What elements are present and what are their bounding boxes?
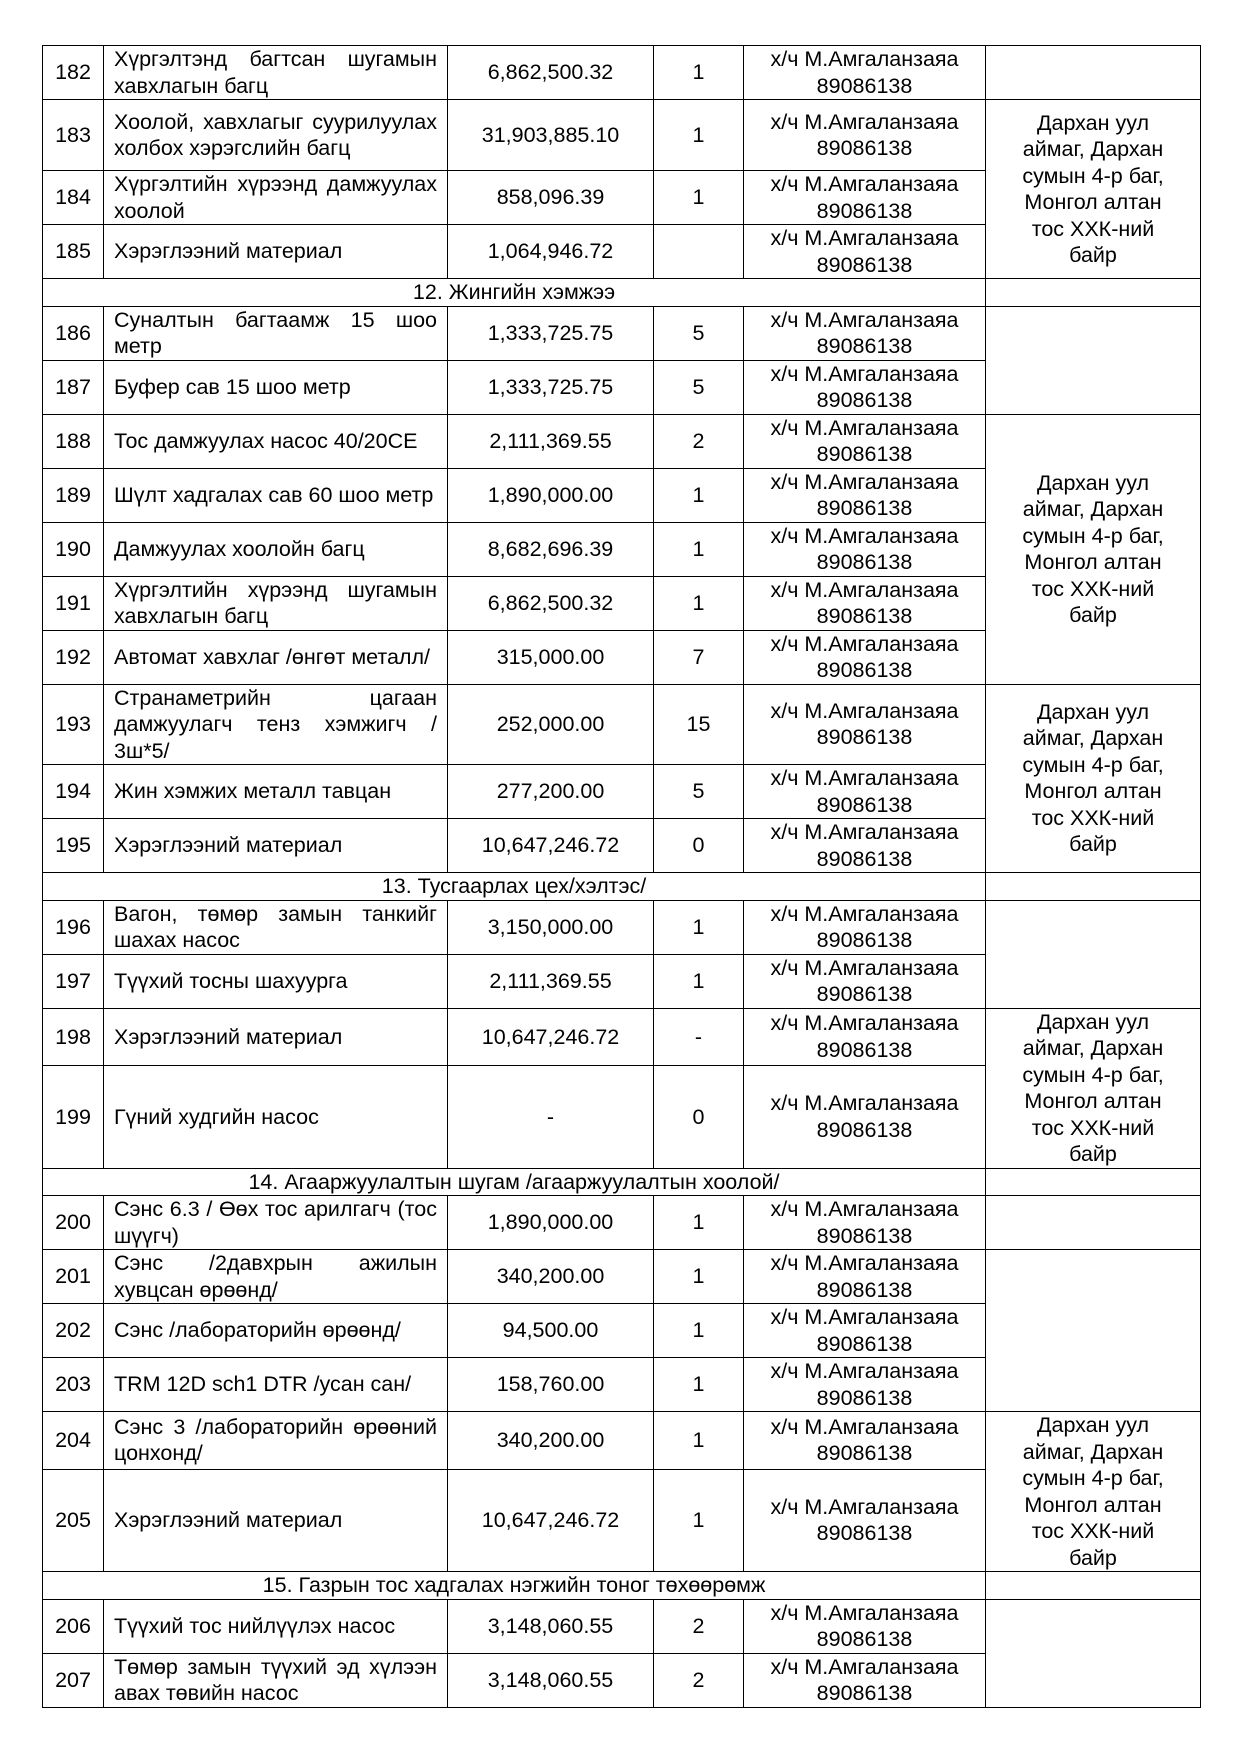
contact-cell [744, 468, 986, 522]
location-line: Дархан уул [1036, 1413, 1150, 1437]
location-line: тос ХХК-ний [1031, 1115, 1155, 1140]
contact-name: х/ч М.Амгаланзаяа [770, 1414, 959, 1439]
location-line: Монгол алтан [1024, 1089, 1162, 1113]
contact-cell [744, 1653, 986, 1707]
table-row [43, 1412, 1201, 1470]
empty-cell [986, 279, 1201, 307]
location-line: аймаг, Дархан [1022, 1439, 1164, 1464]
location-line: тос ХХК-ний [1031, 216, 1155, 241]
item-amount: 94,500.00 [448, 1304, 654, 1358]
row-number: 198 [43, 1008, 104, 1066]
contact-phone: 89086138 [816, 1277, 913, 1302]
contact-name: х/ч М.Амгаланзаяа [770, 1654, 959, 1679]
contact-cell [744, 100, 986, 171]
item-name: Суналтын багтаамж 15 шоо метр [104, 306, 448, 360]
item-name: TRM 12D sch1 DTR /усан сан/ [104, 1358, 448, 1412]
item-quantity: 1 [654, 171, 744, 225]
contact-name: х/ч М.Амгаланзаяа [770, 109, 959, 134]
contact-name: х/ч М.Амгаланзаяа [770, 698, 959, 723]
location-line: аймаг, Дархан [1022, 497, 1164, 521]
location-line: байр [1069, 832, 1117, 857]
item-name: Хэрэглээний материал [104, 819, 448, 873]
table-row [43, 1250, 1201, 1304]
contact-phone: 89086138 [816, 604, 913, 628]
section-row [43, 1572, 1201, 1600]
item-name: Түүхий тос нийлүүлэх насос [104, 1599, 448, 1653]
empty-cell [986, 1250, 1201, 1412]
item-name: Гүний худгийн насос [104, 1066, 448, 1168]
item-name: Хүргэлтийн хүрээнд шугамын хавхлагын багц [104, 576, 448, 630]
item-amount: 3,150,000.00 [448, 900, 654, 954]
location-line: Дархан уул [1036, 699, 1150, 724]
empty-cell [986, 900, 1201, 1008]
item-amount: 340,200.00 [448, 1412, 654, 1470]
empty-cell [986, 1168, 1201, 1196]
contact-phone: 89086138 [816, 1681, 913, 1705]
item-quantity: 0 [654, 1066, 744, 1168]
contact-phone: 89086138 [816, 1385, 913, 1410]
item-name: Хүргэлтэнд багтсан шугамын хавхлагын багц [104, 46, 448, 100]
item-amount: 1,333,725.75 [448, 360, 654, 414]
location-line: Монгол алтан [1024, 779, 1162, 804]
contact-cell [744, 765, 986, 819]
empty-cell [986, 1572, 1201, 1600]
contact-cell [744, 630, 986, 684]
contact-phone: 89086138 [816, 198, 913, 223]
item-quantity: 15 [654, 684, 744, 765]
item-amount: 1,333,725.75 [448, 306, 654, 360]
item-quantity: 1 [654, 1250, 744, 1304]
contact-phone: 89086138 [816, 658, 913, 682]
item-quantity: 1 [654, 100, 744, 171]
equipment-table [42, 45, 1201, 1708]
contact-cell [744, 171, 986, 225]
contact-cell [744, 1008, 986, 1066]
item-amount: 31,903,885.10 [448, 100, 654, 171]
location-line: Монгол алтан [1024, 550, 1162, 574]
item-quantity: 5 [654, 360, 744, 414]
item-name: Төмөр замын түүхий эд хүлээн авах төвийн насос [104, 1653, 448, 1707]
contact-cell [744, 900, 986, 954]
contact-phone: 89086138 [816, 388, 913, 412]
contact-name: х/ч М.Амгаланзаяа [770, 1251, 959, 1275]
item-name: Буфер сав 15 шоо метр [104, 360, 448, 414]
item-amount: 2,111,369.55 [448, 414, 654, 468]
contact-cell [744, 306, 986, 360]
contact-cell [744, 1066, 986, 1168]
item-name: Хүргэлтийн хүрээнд дамжуулах хоолой [104, 171, 448, 225]
contact-phone: 89086138 [816, 496, 913, 520]
table-row [43, 900, 1201, 954]
contact-phone: 89086138 [816, 73, 913, 98]
table-row [43, 414, 1201, 468]
table-body [43, 46, 1201, 1708]
item-amount: 158,760.00 [448, 1358, 654, 1412]
item-quantity: 1 [654, 522, 744, 576]
section-row [43, 873, 1201, 901]
item-amount: 340,200.00 [448, 1250, 654, 1304]
contact-cell [744, 46, 986, 100]
contact-cell [744, 1469, 986, 1571]
row-number: 195 [43, 819, 104, 873]
item-amount: 3,148,060.55 [448, 1653, 654, 1707]
row-number: 203 [43, 1358, 104, 1412]
section-heading: 15. Газрын тос хадгалах нэгжийн тоног төхөөрөмж [43, 1572, 986, 1600]
row-number: 187 [43, 360, 104, 414]
item-name: Хоолой, хавхлагыг суурилуулах холбох хэрэгслийн багц [104, 100, 448, 171]
empty-cell [986, 306, 1201, 414]
contact-phone: 89086138 [816, 982, 913, 1006]
location-line: тос ХХК-ний [1031, 576, 1155, 601]
location-line: сумын 4-р баг, [1022, 1062, 1164, 1087]
location-cell [986, 1412, 1201, 1572]
contact-name: х/ч М.Амгаланзаяа [770, 577, 959, 602]
contact-cell [744, 954, 986, 1008]
location-line: Дархан уул [1036, 110, 1150, 135]
location-line: аймаг, Дархан [1022, 1036, 1164, 1060]
table-row [43, 1599, 1201, 1653]
contact-phone: 89086138 [816, 1521, 913, 1546]
contact-cell [744, 684, 986, 765]
table-row [43, 1196, 1201, 1250]
item-name: Сэнс /лабораторийн өрөөнд/ [104, 1304, 448, 1358]
row-number: 200 [43, 1196, 104, 1250]
item-quantity: 1 [654, 900, 744, 954]
item-name: Сэнс /2давхрын ажилын хувцсан өрөөнд/ [104, 1250, 448, 1304]
contact-cell [744, 576, 986, 630]
contact-phone: 89086138 [816, 334, 913, 358]
row-number: 202 [43, 1304, 104, 1358]
row-number: 205 [43, 1469, 104, 1571]
location-line: байр [1069, 1545, 1117, 1570]
location-line: Дархан уул [1036, 1009, 1150, 1034]
item-amount: 8,682,696.39 [448, 522, 654, 576]
contact-cell [744, 1304, 986, 1358]
item-quantity: 1 [654, 576, 744, 630]
row-number: 201 [43, 1250, 104, 1304]
contact-phone: 89086138 [816, 550, 913, 574]
item-quantity: 1 [654, 1358, 744, 1412]
location-line: тос ХХК-ний [1031, 1519, 1155, 1543]
empty-cell [986, 1599, 1201, 1707]
contact-phone: 89086138 [816, 1037, 913, 1062]
location-line: сумын 4-р баг, [1022, 1466, 1164, 1490]
item-amount: 3,148,060.55 [448, 1599, 654, 1653]
row-number: 191 [43, 576, 104, 630]
item-amount: - [448, 1066, 654, 1168]
item-amount: 252,000.00 [448, 684, 654, 765]
row-number: 193 [43, 684, 104, 765]
contact-name: х/ч М.Амгаланзаяа [770, 415, 959, 440]
contact-name: х/ч М.Амгаланзаяа [770, 955, 959, 980]
location-line: сумын 4-р баг, [1022, 752, 1164, 777]
location-line: байр [1069, 243, 1117, 267]
row-number: 197 [43, 954, 104, 1008]
contact-phone: 89086138 [816, 928, 913, 952]
item-quantity: 5 [654, 765, 744, 819]
item-quantity: 2 [654, 1653, 744, 1707]
table-row [43, 306, 1201, 360]
location-line: байр [1069, 1142, 1117, 1166]
table-row [43, 46, 1201, 100]
location-line: Монгол алтан [1024, 1492, 1162, 1517]
contact-name: х/ч М.Амгаланзаяа [770, 766, 959, 790]
location-cell [986, 1008, 1201, 1168]
location-line: сумын 4-р баг, [1022, 523, 1164, 548]
contact-name: х/ч М.Амгаланзаяа [770, 523, 959, 548]
contact-phone: 89086138 [816, 1117, 913, 1142]
contact-phone: 89086138 [816, 1223, 913, 1248]
item-quantity: 1 [654, 1412, 744, 1470]
item-quantity: 0 [654, 819, 744, 873]
contact-name: х/ч М.Амгаланзаяа [770, 307, 959, 332]
contact-cell [744, 1599, 986, 1653]
empty-cell [986, 1196, 1201, 1250]
item-quantity: 2 [654, 414, 744, 468]
contact-name: х/ч М.Амгаланзаяа [770, 631, 959, 656]
contact-cell [744, 225, 986, 279]
row-number: 183 [43, 100, 104, 171]
contact-cell [744, 414, 986, 468]
location-line: байр [1069, 603, 1117, 627]
contact-phone: 89086138 [816, 136, 913, 160]
item-amount: 6,862,500.32 [448, 576, 654, 630]
row-number: 199 [43, 1066, 104, 1168]
contact-phone: 89086138 [816, 442, 913, 466]
item-name: Тос дамжуулах насос 40/20CE [104, 414, 448, 468]
item-quantity: 1 [654, 468, 744, 522]
item-quantity [654, 225, 744, 279]
row-number: 186 [43, 306, 104, 360]
row-number: 196 [43, 900, 104, 954]
contact-cell [744, 1250, 986, 1304]
row-number: 206 [43, 1599, 104, 1653]
item-quantity: 7 [654, 630, 744, 684]
item-amount: 2,111,369.55 [448, 954, 654, 1008]
empty-cell [986, 46, 1201, 100]
item-amount: 277,200.00 [448, 765, 654, 819]
item-name: Сэнс 6.3 / Өөх тос арилгагч (тос шүүгч) [104, 1196, 448, 1250]
contact-cell [744, 1412, 986, 1470]
contact-cell [744, 1196, 986, 1250]
item-quantity: 2 [654, 1599, 744, 1653]
item-amount: 315,000.00 [448, 630, 654, 684]
contact-name: х/ч М.Амгаланзаяа [770, 172, 959, 196]
row-number: 194 [43, 765, 104, 819]
item-amount: 1,890,000.00 [448, 468, 654, 522]
item-name: Автомат хавхлаг /өнгөт металл/ [104, 630, 448, 684]
contact-cell [744, 522, 986, 576]
item-quantity: 1 [654, 954, 744, 1008]
item-quantity: 1 [654, 1304, 744, 1358]
contact-name: х/ч М.Амгаланзаяа [770, 226, 959, 250]
contact-name: х/ч М.Амгаланзаяа [770, 1011, 959, 1036]
location-line: аймаг, Дархан [1022, 726, 1164, 751]
item-amount: 6,862,500.32 [448, 46, 654, 100]
contact-cell [744, 819, 986, 873]
contact-name: х/ч М.Амгаланзаяа [770, 901, 959, 926]
item-amount: 10,647,246.72 [448, 1008, 654, 1066]
contact-phone: 89086138 [816, 1627, 913, 1651]
row-number: 182 [43, 46, 104, 100]
location-cell [986, 100, 1201, 279]
contact-name: х/ч М.Амгаланзаяа [770, 47, 959, 71]
row-number: 204 [43, 1412, 104, 1470]
location-line: аймаг, Дархан [1022, 137, 1164, 161]
item-amount: 1,890,000.00 [448, 1196, 654, 1250]
item-quantity: 1 [654, 1469, 744, 1571]
table-row [43, 100, 1201, 171]
row-number: 207 [43, 1653, 104, 1707]
location-line: сумын 4-р баг, [1022, 163, 1164, 188]
contact-phone: 89086138 [816, 1331, 913, 1356]
item-name: Шүлт хадгалах сав 60 шоо метр [104, 468, 448, 522]
contact-name: х/ч М.Амгаланзаяа [770, 820, 959, 844]
contact-cell [744, 1358, 986, 1412]
row-number: 192 [43, 630, 104, 684]
contact-phone: 89086138 [816, 1441, 913, 1466]
location-line: Монгол алтан [1024, 190, 1162, 214]
contact-cell [744, 360, 986, 414]
contact-name: х/ч М.Амгаланзаяа [770, 1494, 959, 1519]
contact-phone: 89086138 [816, 846, 913, 871]
section-row [43, 1168, 1201, 1196]
item-name: Дамжуулах хоолойн багц [104, 522, 448, 576]
item-name: Вагон, төмөр замын танкийг шахах насос [104, 900, 448, 954]
row-number: 185 [43, 225, 104, 279]
contact-phone: 89086138 [816, 252, 913, 277]
empty-cell [986, 873, 1201, 901]
item-quantity: 5 [654, 306, 744, 360]
item-name: Хэрэглээний материал [104, 225, 448, 279]
row-number: 189 [43, 468, 104, 522]
item-quantity: - [654, 1008, 744, 1066]
row-number: 190 [43, 522, 104, 576]
contact-name: х/ч М.Амгаланзаяа [770, 1197, 959, 1221]
contact-name: х/ч М.Амгаланзаяа [770, 1091, 959, 1116]
row-number: 184 [43, 171, 104, 225]
section-heading: 12. Жингийн хэмжээ [43, 279, 986, 307]
item-name: Түүхий тосны шахуурга [104, 954, 448, 1008]
contact-name: х/ч М.Амгаланзаяа [770, 1305, 959, 1329]
section-row [43, 279, 1201, 307]
contact-name: х/ч М.Амгаланзаяа [770, 1600, 959, 1625]
item-name: Хэрэглээний материал [104, 1469, 448, 1571]
item-amount: 10,647,246.72 [448, 1469, 654, 1571]
item-name: Хэрэглээний материал [104, 1008, 448, 1066]
contact-name: х/ч М.Амгаланзаяа [770, 361, 959, 386]
table-row [43, 1008, 1201, 1066]
row-number: 188 [43, 414, 104, 468]
contact-name: х/ч М.Амгаланзаяа [770, 1359, 959, 1383]
contact-phone: 89086138 [816, 725, 913, 750]
location-line: тос ХХК-ний [1031, 805, 1155, 830]
item-amount: 1,064,946.72 [448, 225, 654, 279]
item-quantity: 1 [654, 1196, 744, 1250]
section-heading: 14. Агааржуулалтын шугам /агааржуулалтын хоолой/ [43, 1168, 986, 1196]
location-line: Дархан уул [1036, 470, 1150, 495]
contact-name: х/ч М.Амгаланзаяа [770, 469, 959, 494]
contact-phone: 89086138 [816, 792, 913, 817]
location-cell [986, 684, 1201, 873]
table-row [43, 684, 1201, 765]
item-name: Жин хэмжих металл тавцан [104, 765, 448, 819]
item-quantity: 1 [654, 46, 744, 100]
item-amount: 858,096.39 [448, 171, 654, 225]
location-cell [986, 414, 1201, 684]
item-name: Сэнс 3 /лабораторийн өрөөний цонхонд/ [104, 1412, 448, 1470]
section-heading: 13. Тусгаарлах цех/хэлтэс/ [43, 873, 986, 901]
item-name: Странаметрийн цагаан дамжуулагч тенз хэмжигч / 3ш*5/ [104, 684, 448, 765]
item-amount: 10,647,246.72 [448, 819, 654, 873]
